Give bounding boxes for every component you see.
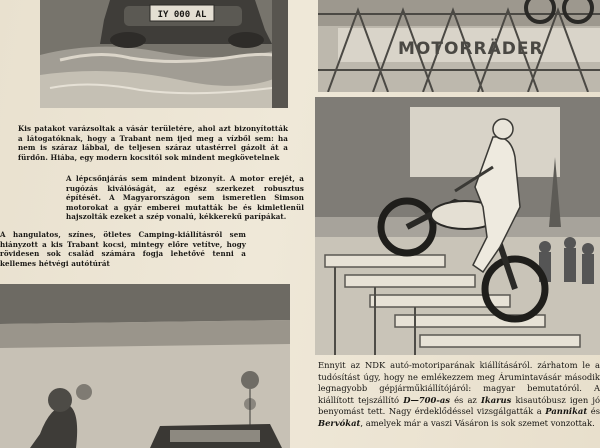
stand-illustration: [318, 0, 600, 92]
trabant-water-illustration: [40, 0, 288, 108]
article-italic-pannikat: Pannikat: [545, 406, 588, 417]
rider-illustration: [315, 97, 600, 355]
article-text: [318, 360, 600, 430]
motorrader-stand-photo: [318, 0, 600, 92]
trabant-water-photo: [40, 0, 288, 108]
article-part6: , amelyek már a vaszi Vásáron is sok szemet vonzottak.: [360, 417, 595, 428]
caption-camping: A hangulatos, színes, ötletes Camping-kiállításról sem hiányzott a kis Trabant kocsi, mintegy előre vetítve, hogy rövidesen sok család számára fogja lehetővé tenni a kellemes hétvégi autótúrát: [0, 230, 246, 268]
article-italic-d700: D—700-as: [403, 394, 450, 405]
article-part4: kisautóbusz igen jó benyomást tett. Nagy érdeklődéssel vizsgálgatták a: [318, 394, 600, 417]
stand-banner: MOTORRÄDER: [398, 39, 544, 59]
article-italic-bervokat: Berv​ókat: [318, 417, 361, 428]
article-italic-ikarus: Ikarus: [480, 394, 512, 405]
caption-motor: A lépcsőnjárás sem mindent bizonyít. A motor erejét, a rugózás kiválóságát, az egész szerkezet robusztus építését. A Magyarországon sem ismeretlen Simson motorokat a gyár emberei mutatták be és kimletlenül hajszolták ezeket a szép vonalú, kékkerekű parípákat.: [66, 174, 304, 222]
article-part2: zárhatom le a tudósítást úgy, hogy ne emlékezzem meg Árumintavásár második legnagyobb gépjárműkiállítójáról: magyar bemutatóról. A kiállított tejszállító: [318, 360, 600, 405]
article-part1: Ennyit az NDK autó-motoriparának kiállításáról.: [318, 360, 538, 370]
motorcycle-stairs-photo: [315, 97, 600, 355]
article-part5: és: [587, 406, 600, 417]
car-plate: IY 000 AL: [157, 10, 207, 20]
article-part3: és az: [449, 394, 481, 405]
camping-exhibition-photo: [0, 284, 290, 448]
camping-illustration: [0, 284, 290, 448]
caption-brook: Kis patakot varázsoltak a vásár területére, ahol azt bizonyították a látogatóknak, hogy a Trabant nem ijed meg a vízből sem: ha nem is száraz lábbal, de teljesen száraz utastérrel gázolt át a fürdőn. Hiába, egy modern kocsitól sok mindent megkövetelnek: [18, 124, 288, 162]
